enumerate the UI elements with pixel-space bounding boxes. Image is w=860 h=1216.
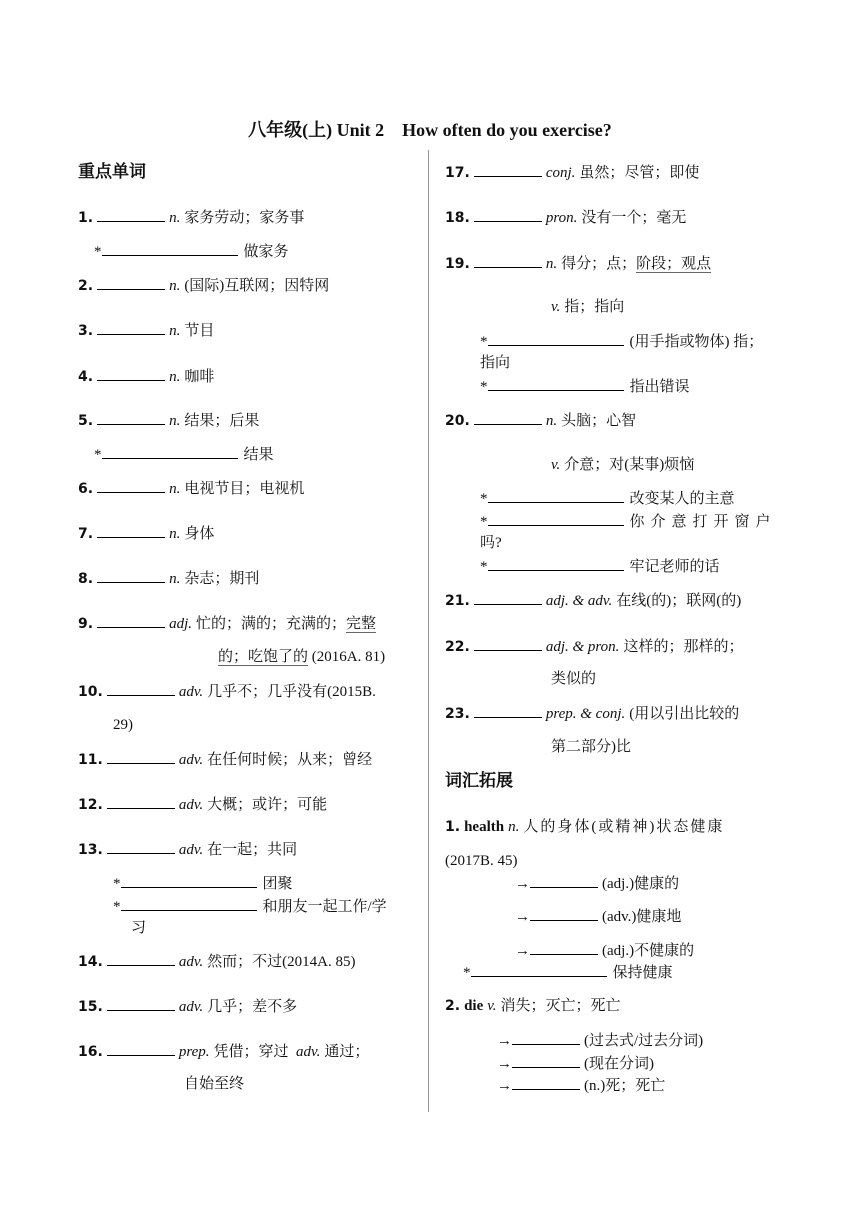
- answer-blank[interactable]: [530, 873, 598, 888]
- vocab-item-5: 5. n. 结果；后果: [78, 410, 259, 431]
- derivative-line: → (过去式/过去分词): [497, 1030, 703, 1051]
- answer-blank[interactable]: [474, 590, 542, 605]
- vocab-sub-phrase: * 牢记老师的话: [480, 556, 720, 577]
- vocab-sub-phrase: * 改变某人的主意: [480, 488, 735, 509]
- vocab-sub-phrase: * 保持健康: [463, 962, 673, 983]
- answer-blank[interactable]: [474, 253, 542, 268]
- answer-blank[interactable]: [107, 996, 175, 1011]
- vocab-item-13: 13. adv. 在一起；共同: [78, 839, 297, 860]
- answer-blank[interactable]: [97, 523, 165, 538]
- answer-blank[interactable]: [474, 207, 542, 222]
- answer-blank[interactable]: [97, 613, 165, 628]
- arrow-icon: →: [515, 876, 530, 892]
- derivative-line: → (adv.)健康地: [515, 906, 681, 927]
- vocab-sub-phrase: * (用手指或物体) 指；: [480, 331, 763, 352]
- vocab-item-8: 8. n. 杂志；期刊: [78, 568, 259, 589]
- section-heading-word-expansion: 词汇拓展: [445, 771, 513, 791]
- vocab-item-16-continued: 自始至终: [184, 1076, 245, 1092]
- answer-blank[interactable]: [512, 1053, 580, 1068]
- expansion-item-die: 2. die v. 消失；灭亡；死亡: [445, 998, 621, 1014]
- vocab-item-9-continued: 的；吃饱了的 (2016A. 81): [218, 649, 386, 665]
- arrow-icon: →: [497, 1078, 512, 1094]
- derivative-line: → (n.)死；死亡: [497, 1075, 665, 1096]
- vocab-sub-phrase: * 结果: [94, 444, 274, 465]
- vocab-item-2: 2. n. (国际)互联网；因特网: [78, 275, 329, 296]
- vocab-item-22: 22. adj. & pron. 这样的；那样的；: [445, 636, 743, 657]
- vocab-item-9: 9. adj. 忙的；满的；充满的；完整: [78, 613, 376, 634]
- vocab-item-17: 17. conj. 虽然；尽管；即使: [445, 162, 699, 183]
- expansion-item-health-continued: (2017B. 45): [445, 853, 518, 869]
- vocab-item-14: 14. adv. 然而；不过(2014A. 85): [78, 951, 355, 972]
- vocab-item-18: 18. pron. 没有一个；毫无: [445, 207, 686, 228]
- vocab-item-23-continued: 第二部分)比: [551, 739, 631, 755]
- answer-blank[interactable]: [488, 376, 624, 391]
- answer-blank[interactable]: [97, 275, 165, 290]
- answer-blank[interactable]: [474, 410, 542, 425]
- arrow-icon: →: [497, 1033, 512, 1049]
- vocab-item-19: 19. n. 得分；点；阶段；观点: [445, 253, 711, 274]
- vocab-sub-phrase-continued: 指向: [480, 355, 511, 371]
- answer-blank[interactable]: [474, 162, 542, 177]
- answer-blank[interactable]: [97, 478, 165, 493]
- answer-blank[interactable]: [107, 794, 175, 809]
- column-divider: [428, 150, 429, 1112]
- answer-blank[interactable]: [121, 896, 257, 911]
- vocab-item-20: 20. n. 头脑；心智: [445, 410, 636, 431]
- answer-blank[interactable]: [512, 1075, 580, 1090]
- arrow-icon: →: [497, 1056, 512, 1072]
- vocab-item-10-continued: 29): [113, 717, 133, 733]
- answer-blank[interactable]: [107, 749, 175, 764]
- vocab-item-20-verb: v. 介意；对(某事)烦恼: [551, 457, 695, 473]
- answer-blank[interactable]: [97, 207, 165, 222]
- derivative-line: → (adj.)健康的: [515, 873, 679, 894]
- answer-blank[interactable]: [512, 1030, 580, 1045]
- answer-blank[interactable]: [97, 410, 165, 425]
- vocab-item-23: 23. prep. & conj. (用以引出比较的: [445, 703, 739, 724]
- answer-blank[interactable]: [97, 320, 165, 335]
- answer-blank[interactable]: [530, 940, 598, 955]
- arrow-icon: →: [515, 909, 530, 925]
- vocab-sub-phrase: * 做家务: [94, 241, 289, 262]
- vocab-item-19-verb: v. 指；指向: [551, 299, 625, 315]
- answer-blank[interactable]: [107, 681, 175, 696]
- vocab-sub-phrase-continued: 习: [131, 920, 147, 936]
- answer-blank[interactable]: [97, 366, 165, 381]
- vocab-sub-phrase: * 你介意打开窗户: [480, 511, 777, 532]
- answer-blank[interactable]: [474, 703, 542, 718]
- answer-blank[interactable]: [530, 906, 598, 921]
- vocab-item-7: 7. n. 身体: [78, 523, 214, 544]
- answer-blank[interactable]: [474, 636, 542, 651]
- vocab-sub-phrase-continued: 吗?: [480, 535, 502, 551]
- vocab-item-3: 3. n. 节目: [78, 320, 214, 341]
- answer-blank[interactable]: [97, 568, 165, 583]
- vocab-item-21: 21. adj. & adv. 在线(的)；联网(的): [445, 590, 741, 611]
- vocab-item-1: 1. n. 家务劳动；家务事: [78, 207, 304, 228]
- expansion-item-health: 1. health n. 人的身体(或精神)状态健康: [445, 819, 725, 835]
- answer-blank[interactable]: [102, 241, 238, 256]
- answer-blank[interactable]: [107, 1041, 175, 1056]
- arrow-icon: →: [515, 943, 530, 959]
- answer-blank[interactable]: [121, 873, 257, 888]
- vocab-item-6: 6. n. 电视节目；电视机: [78, 478, 304, 499]
- vocab-item-16: 16. prep. 凭借；穿过 adv. 通过；: [78, 1041, 369, 1062]
- answer-blank[interactable]: [107, 839, 175, 854]
- vocab-sub-phrase: * 和朋友一起工作/学: [113, 896, 387, 917]
- vocab-sub-phrase: * 团聚: [113, 873, 293, 894]
- answer-blank[interactable]: [488, 511, 624, 526]
- answer-blank[interactable]: [107, 951, 175, 966]
- vocab-item-10: 10. adv. 几乎不；几乎没有(2015B.: [78, 681, 376, 702]
- vocab-item-4: 4. n. 咖啡: [78, 366, 214, 387]
- vocab-sub-phrase: * 指出错误: [480, 376, 690, 397]
- section-heading-key-words: 重点单词: [78, 162, 146, 182]
- answer-blank[interactable]: [488, 331, 624, 346]
- vocab-item-12: 12. adv. 大概；或许；可能: [78, 794, 327, 815]
- derivative-line: → (adj.)不健康的: [515, 940, 694, 961]
- answer-blank[interactable]: [488, 556, 624, 571]
- answer-blank[interactable]: [488, 488, 624, 503]
- derivative-line: → (现在分词): [497, 1053, 654, 1074]
- answer-blank[interactable]: [102, 444, 238, 459]
- vocab-item-15: 15. adv. 几乎；差不多: [78, 996, 297, 1017]
- vocab-item-11: 11. adv. 在任何时候；从来；曾经: [78, 749, 372, 770]
- answer-blank[interactable]: [471, 962, 607, 977]
- vocab-item-22-continued: 类似的: [551, 671, 597, 687]
- page-title: 八年级(上) Unit 2 How often do you exercise?: [248, 120, 612, 140]
